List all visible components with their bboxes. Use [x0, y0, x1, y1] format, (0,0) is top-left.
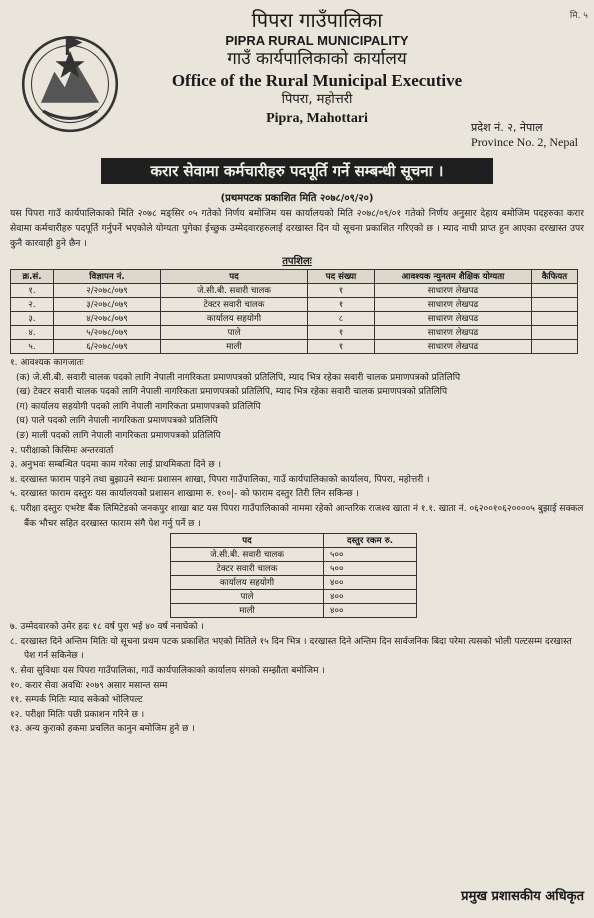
place-np: पिपरा, महोत्तरी [281, 92, 353, 107]
table-row [11, 326, 578, 340]
top-page-mark: मि. ५ [569, 11, 588, 21]
col-sn: क्र.सं. [11, 270, 54, 284]
list-item: ११. सम्पर्क मितिः म्याद सकेको भोलिपल्ट [10, 695, 143, 706]
cell: २/२०७८/०७९ [54, 284, 161, 298]
list-item: १३. अन्य कुराको हकमा प्रचलित कानुन बमोजिम हुने छ । [10, 724, 195, 735]
cell: माली [171, 604, 324, 618]
cell: माली [161, 340, 308, 354]
list-item: १२. परीक्षा मितिः पछी प्रकाशन गरिने छ । [10, 709, 145, 720]
cell: १ [308, 298, 375, 312]
table-row [171, 548, 417, 562]
province-block [471, 120, 578, 150]
office-name-np: गाउँ कार्यपालिकाको कार्यालय [227, 49, 407, 69]
sub-item: (ग) कार्यालय सहयोगी पदको लागि नेपाली नागरिकता प्रमाणपत्रको प्रतिलिपि [16, 401, 261, 412]
cell: ४०० [324, 576, 417, 590]
sub-item: (ख) टेक्टर सवारी चालक पदको लागि नेपाली नागरिकता प्रमाणपत्रको प्रतिलिपि, म्याद भित्र रहेका सवारी चालक प्रमाणपत्रको प्रतिलिपि [16, 387, 448, 398]
cell: टेक्टर सवारी चालक [171, 562, 324, 576]
cell: १. [11, 284, 54, 298]
list-item: २. परीक्षाको किसिमः अन्तरवार्ता [10, 445, 114, 456]
details-heading: तपशिलः [282, 256, 312, 267]
list-item: ६. परीक्षा दस्तुरः एभरेष्ट बैंक लिमिटेडको जनकपुर शाखा बाट यस पिपरा गाउँपालिकाको नाममा रहेको आन्तरिक राजश्व खाता नं १.१. खाता नं. ०६२००१०६२००००५ बुझाई सक्कल बैंक भौचर सहित दरखास्त फाराम संगै पेश गर्नु पर्ने छ । [10, 503, 584, 529]
list-item: ७. उम्मेदवारको उमेर हदः १८ वर्ष पुरा भई ४० वर्ष ननाघेको । [10, 622, 204, 633]
letterhead [10, 8, 584, 156]
cell [532, 298, 578, 312]
cell: कार्यालय सहयोगी [161, 312, 308, 326]
municipality-name-en: PIPRA RURAL MUNICIPALITY [225, 33, 409, 48]
cell: कार्यालय सहयोगी [171, 576, 324, 590]
cell: पाले [171, 590, 324, 604]
cell: साधारण लेखपढ [375, 326, 532, 340]
cell: ३. [11, 312, 54, 326]
nepal-emblem-icon [18, 30, 122, 134]
table-row [171, 562, 417, 576]
col-count: पद संख्या [308, 270, 375, 284]
fees-table [170, 533, 417, 618]
place-en: Pipra, Mahottari [266, 111, 368, 126]
office-name-en: Office of the Rural Municipal Executive [171, 71, 463, 90]
province-en: Province No. 2, Nepal [471, 135, 578, 149]
table-row [171, 604, 417, 618]
cell [532, 284, 578, 298]
cell: साधारण लेखपढ [375, 298, 532, 312]
cell: ५०० [324, 562, 417, 576]
cell [532, 340, 578, 354]
cell: साधारण लेखपढ [375, 284, 532, 298]
cell: ६/२०७८/०७९ [54, 340, 161, 354]
cell: टेक्टर सवारी चालक [161, 298, 308, 312]
cell: ४. [11, 326, 54, 340]
fees-table-header [171, 534, 417, 548]
list-item: ५. दरखास्त फाराम दस्तुरः यस कार्यालयको प्रशासन शाखामा रु. १००|- को फाराम दस्तुर तिरी लिन सकिन्छ । [10, 489, 359, 500]
cell: १ [308, 326, 375, 340]
col-post: पद [161, 270, 308, 284]
table-row [11, 340, 578, 354]
cell: साधारण लेखपढ [375, 340, 532, 354]
posts-table [10, 269, 578, 354]
signoff-officer: प्रमुख प्रशासकीय अधिकृत [461, 889, 584, 904]
cell: साधारण लेखपढ [375, 312, 532, 326]
col-fee-post: पद [171, 534, 324, 548]
cell: ५/२०७८/०७९ [54, 326, 161, 340]
cell [532, 312, 578, 326]
table-row [171, 576, 417, 590]
cell: जे.सी.बी. सवारी चालक [171, 548, 324, 562]
sub-item: (घ) पाले पदको लागि नेपाली नागरिकता प्रमाणपत्रको प्रतिलिपि [16, 416, 218, 427]
cell: पाले [161, 326, 308, 340]
province-np: प्रदेश नं. २, नेपाल [471, 121, 543, 134]
cell: ३/२०७८/०७९ [54, 298, 161, 312]
list-item: १. आवश्यक कागजातः [10, 358, 84, 368]
list-item: १०. करार सेवा अवधिः २०७९ असार मसान्त सम्म [10, 680, 168, 691]
list-item: ८. दरखास्त दिने अन्तिम मितिः यो सूचना प्रथम पटक प्रकाशित भएको मितिले १५ दिन भित्र । दरखास्त दिने अन्तिम दिन सार्वजनिक बिदा परेमा त्यसको भोली पल्टसम्म दरखास्त पेश गर्न सकिनेछ । [10, 636, 572, 662]
cell: ४०० [324, 590, 417, 604]
sub-item: (ङ) माली पदको लागि नेपाली नागरिकता प्रमाणपत्रको प्रतिलिपि [16, 430, 221, 441]
cell: १ [308, 340, 375, 354]
conditions-list [10, 356, 584, 531]
cell: ४०० [324, 604, 417, 618]
municipality-name-np: पिपरा गाउँपालिका [251, 8, 383, 32]
publish-date-line: (प्रथमपटक प्रकाशित मिति २०७८/०९/२०) [220, 193, 374, 204]
list-item: ९. सेवा सुविधाः यस पिपरा गाउँपालिका, गाउँ कार्यपालिकाको कार्यालय संगको सम्झौता बमोजिम । [10, 665, 325, 676]
posts-table-header [11, 270, 578, 284]
col-remarks: कैफियत [532, 270, 578, 284]
col-ad-no: विज्ञापन नं. [54, 270, 161, 284]
col-fee-amount: दस्तुर रकम रु. [324, 534, 417, 548]
cell: ४/२०७८/०७९ [54, 312, 161, 326]
cell: १ [308, 284, 375, 298]
cell: ५. [11, 340, 54, 354]
notice-page [0, 8, 594, 918]
notice-title-banner: करार सेवामा कर्मचारीहरु पदपूर्ति गर्ने सम्बन्धी सूचना । [101, 158, 493, 184]
col-qualification: आवश्यक न्युनतम शैक्षिक योग्यता [375, 270, 532, 284]
table-row [11, 298, 578, 312]
table-row [11, 284, 578, 298]
sub-item: (क) जे.सी.बी. सवारी चालक पदको लागि नेपाली नागरिकता प्रमाणपत्रको प्रतिलिपि, म्याद भित्र रहेका सवारी चालक प्रमाणपत्रको प्रतिलिपि [16, 372, 461, 383]
cell: जे.सी.बी. सवारी चालक [161, 284, 308, 298]
conditions-list-continued [10, 620, 584, 737]
intro-paragraph: यस पिपरा गाउँ कार्यपालिकाको मिति २०७८ मङ्सिर ०५ गतेको निर्णय बमोजिम यस कार्यालयको मिति २०७८/०९/०१ गतेको निर्णय अनुसार देहाय बमोजिम पदहरुका करार सेवामा कर्मचारीहरु पदपूर्ति गर्नुपर्ने भएकोले योग्यता पुगेका ईच्छुक उम्मेदवारहरुलाई दरखास्त दिन यो सूचना प्रकाशित गरिएको छ । म्याद नाघी प्राप्त हुन आएका दरखास्त उपर कुनै कारवाही हुने छैन । [10, 208, 584, 249]
table-row [171, 590, 417, 604]
cell: २. [11, 298, 54, 312]
table-row [11, 312, 578, 326]
cell: ८ [308, 312, 375, 326]
cell: ५०० [324, 548, 417, 562]
list-item: ४. दरखास्त फाराम पाइने तथा बुझाउने स्थानः प्रशासन शाखा, पिपरा गाउँपालिका, गाउँ कार्यपालिकाको कार्यालय, पिपरा, महोत्तरी । [10, 474, 430, 485]
list-item: ३. अनुभवः सम्बन्धित पदमा काम गरेका लाई प्राथमिकता दिने छ । [10, 460, 221, 471]
cell [532, 326, 578, 340]
